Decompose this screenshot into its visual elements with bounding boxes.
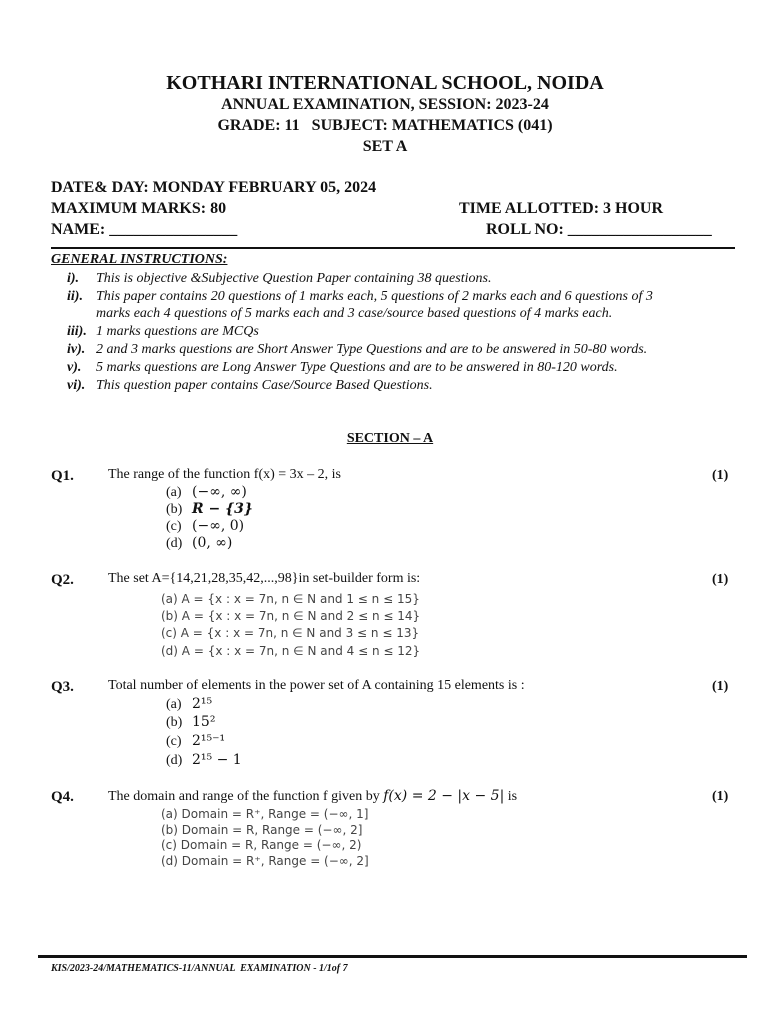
- instruction-text: 1 marks questions are MCQs: [96, 324, 259, 339]
- question-number: Q1.: [51, 468, 74, 484]
- instruction-number: iv).: [67, 342, 86, 357]
- option-label: (d): [166, 536, 183, 551]
- set-label: SET A: [362, 138, 408, 155]
- option-a: [166, 696, 212, 713]
- option-b: [166, 501, 253, 518]
- instruction-text: 2 and 3 marks questions are Short Answer Type Questions and are to be answered in 50-80 words.: [96, 342, 648, 357]
- option-d: (d) A = {x : x = 7n, n ∈ N and 4 ≤ n ≤ 12}: [161, 644, 421, 658]
- maximum-marks: MAXIMUM MARKS: 80: [51, 200, 227, 217]
- instruction-number: i).: [67, 271, 80, 286]
- section-heading: SECTION – A: [346, 431, 434, 446]
- option-label: (a): [166, 697, 182, 712]
- question-marks: (1): [712, 679, 729, 694]
- option-c: [166, 733, 225, 750]
- option-d: [166, 752, 242, 769]
- option-text: (0, ∞): [192, 535, 233, 551]
- option-text: R − {3}: [192, 501, 253, 517]
- option-text: 2¹⁵ − 1: [192, 752, 242, 768]
- instructions-title: GENERAL INSTRUCTIONS:: [51, 252, 228, 267]
- option-label: (c): [166, 519, 182, 534]
- option-a: (a) A = {x : x = 7n, n ∈ N and 1 ≤ n ≤ 15}: [161, 592, 420, 606]
- question-marks: (1): [712, 572, 729, 587]
- school-name: KOTHARI INTERNATIONAL SCHOOL, NOIDA: [166, 72, 604, 94]
- footer-divider: [38, 955, 747, 958]
- exam-date: DATE& DAY: MONDAY FEBRUARY 05, 2024: [51, 179, 377, 196]
- roll-number-field: ROLL NO: __________________: [486, 221, 712, 238]
- option-label: (c): [166, 734, 182, 749]
- question-text: The range of the function f(x) = 3x – 2, is: [108, 467, 341, 482]
- instruction-number: iii).: [67, 324, 87, 339]
- instruction-text: This question paper contains Case/Source Based Questions.: [96, 378, 433, 393]
- instruction-text: 5 marks questions are Long Answer Type Questions and are to be answered in 80-120 words.: [96, 360, 618, 375]
- instruction-number: v).: [67, 360, 82, 375]
- question-number: Q2.: [51, 572, 74, 588]
- name-field: NAME: ________________: [51, 221, 238, 238]
- option-text: (−∞, ∞): [192, 484, 247, 500]
- option-label: (b): [166, 502, 183, 517]
- option-d: [166, 535, 232, 552]
- footer-text: KIS/2023-24/MATHEMATICS-11/ANNUAL EXAMINATION - 1/1of 7: [51, 963, 348, 974]
- option-text: 2¹⁵⁻¹: [192, 733, 226, 749]
- question-number: Q3.: [51, 679, 74, 695]
- option-text: 2¹⁵: [192, 696, 213, 712]
- option-c: (c) A = {x : x = 7n, n ∈ N and 3 ≤ n ≤ 13}: [161, 626, 420, 640]
- question-marks: (1): [712, 468, 729, 483]
- grade-subject: GRADE: 11 SUBJECT: MATHEMATICS (041): [217, 117, 553, 134]
- question-text-start: The domain and range of the function f given by: [108, 789, 380, 804]
- option-label: (b): [166, 715, 183, 730]
- question-text: The set A={14,21,28,35,42,...,98}in set-builder form is:: [108, 571, 421, 586]
- instruction-text-continued: marks each 4 questions of 5 marks each and 3 case/source based questions of 4 marks each.: [96, 306, 613, 321]
- instruction-text: This paper contains 20 questions of 1 marks each, 5 questions of 2 marks each and 6 questions of 3: [96, 289, 653, 304]
- option-text: 15²: [192, 714, 216, 730]
- exam-title: ANNUAL EXAMINATION, SESSION: 2023-24: [221, 96, 549, 113]
- question-number: Q4.: [51, 789, 74, 805]
- question-text-end: is: [507, 789, 518, 804]
- question-marks: (1): [712, 789, 729, 804]
- option-c: [166, 518, 244, 535]
- question-formula: f(x) = 2 − |x − 5|: [383, 788, 505, 804]
- option-a: (a) Domain = R⁺, Range = (−∞, 1]: [161, 807, 369, 821]
- option-b: (b) A = {x : x = 7n, n ∈ N and 2 ≤ n ≤ 14}: [161, 609, 421, 623]
- option-b: (b) Domain = R, Range = (−∞, 2]: [161, 823, 363, 837]
- instruction-text: This is objective &Subjective Question Paper containing 38 questions.: [96, 271, 492, 286]
- time-allotted: TIME ALLOTTED: 3 HOUR: [459, 200, 664, 217]
- option-label: (d): [166, 753, 183, 768]
- option-d: (d) Domain = R⁺, Range = (−∞, 2]: [161, 854, 369, 868]
- instruction-number: vi).: [67, 378, 86, 393]
- option-a: [166, 484, 247, 501]
- instruction-number: ii).: [67, 289, 83, 304]
- question-text: [108, 788, 517, 805]
- option-b: [166, 714, 215, 731]
- option-label: (a): [166, 485, 182, 500]
- option-text: (−∞, 0): [192, 518, 245, 534]
- header-divider: [51, 247, 735, 249]
- question-text: Total number of elements in the power set of A containing 15 elements is :: [108, 678, 525, 693]
- option-c: (c) Domain = R, Range = (−∞, 2): [161, 838, 362, 852]
